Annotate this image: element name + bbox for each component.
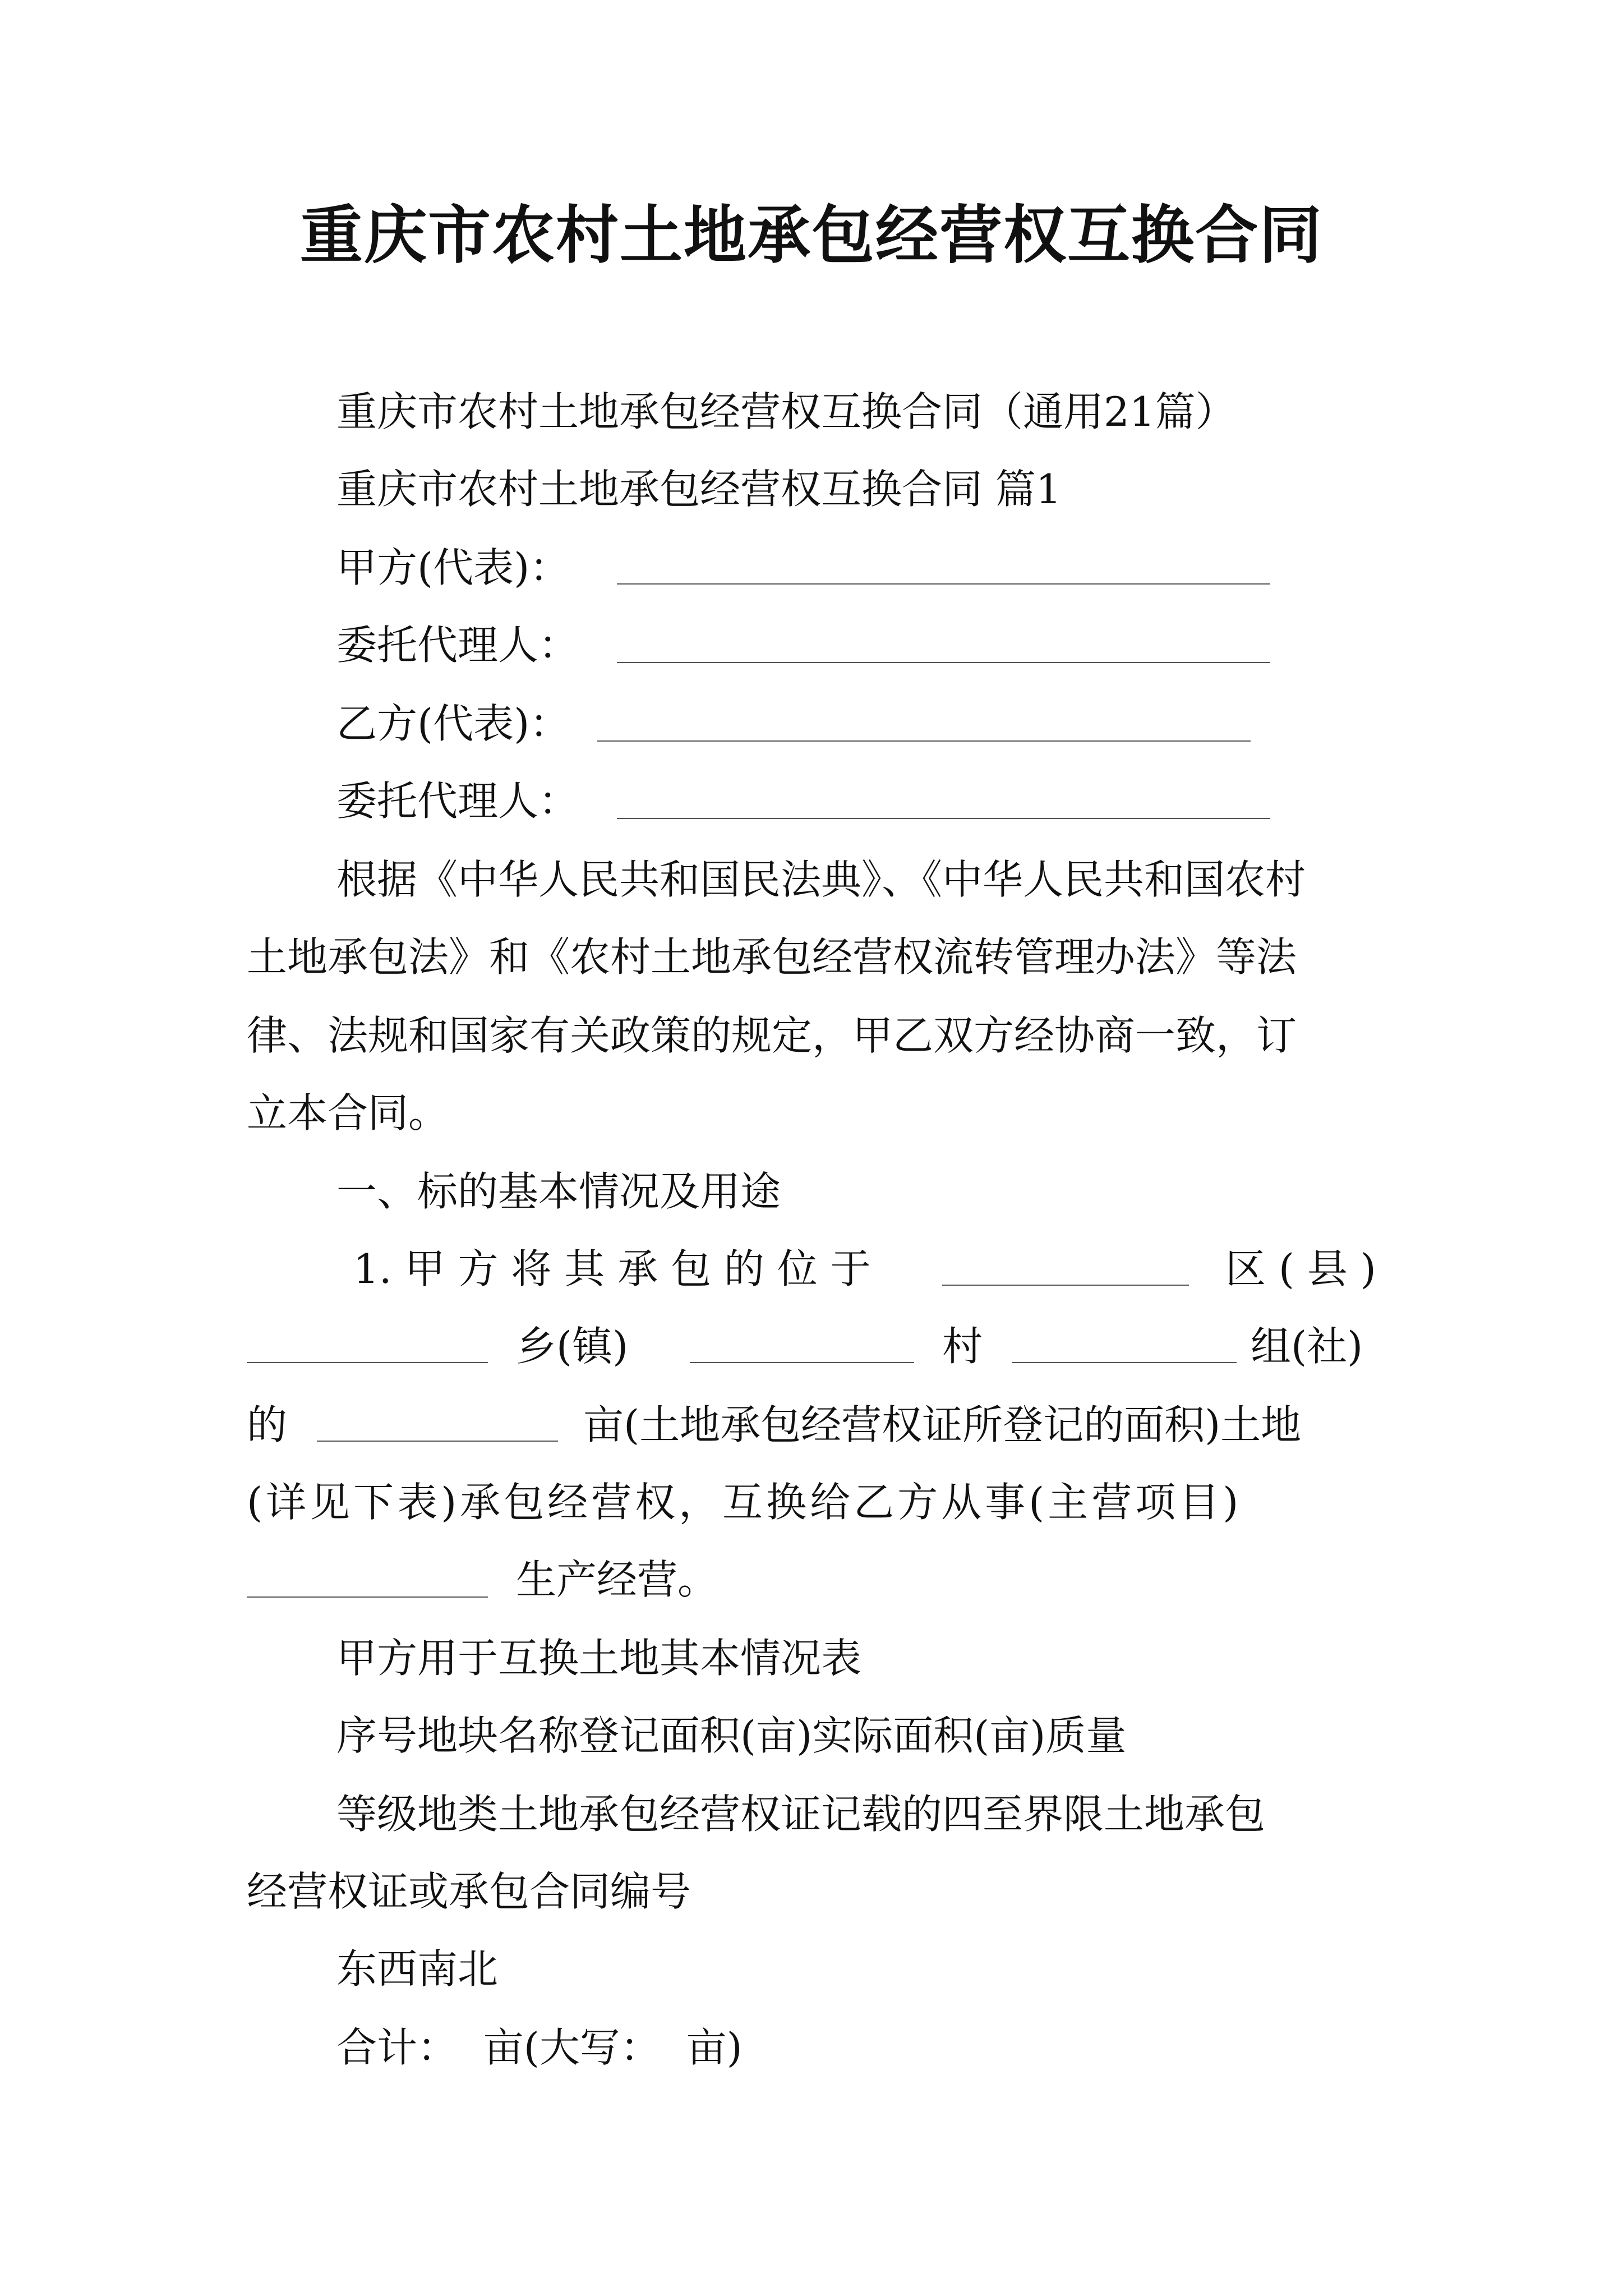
project-blank	[247, 1596, 488, 1598]
group-label: 组(社)	[1251, 1323, 1363, 1370]
county-blank	[247, 1362, 488, 1363]
township-blank	[690, 1362, 914, 1363]
township-label: 乡(镇)	[516, 1323, 629, 1370]
agent-a-label: 委托代理人：	[336, 622, 579, 669]
area-blank	[317, 1441, 558, 1442]
agent-b-label: 委托代理人：	[336, 777, 579, 825]
clause-1-line-4: (详见下表)承包经营权，互换给乙方从事(主营项目)	[247, 1479, 1242, 1526]
party-b-label: 乙方(代表)：	[336, 700, 570, 747]
of-label: 的	[247, 1401, 288, 1448]
clause-1-lead: 1. 甲 方 将 其 承 包 的 位 于	[353, 1245, 871, 1292]
agent-a-blank	[617, 662, 1270, 663]
county-label: 区 ( 县 )	[1225, 1245, 1376, 1292]
preamble-line-1: 根据《中华人民共和国民法典》、《中华人民共和国农村	[336, 856, 1306, 903]
party-b-blank	[597, 740, 1251, 742]
party-a-blank	[617, 583, 1270, 585]
table-title: 甲方用于互换土地其本情况表	[336, 1635, 862, 1682]
preamble-line-2: 土地承包法》和《农村土地承包经营权流转管理办法》等法	[247, 933, 1297, 981]
location-blank	[942, 1285, 1189, 1286]
table-header-row-1: 序号地块名称登记面积(亩)实际面积(亩)质量	[336, 1712, 1127, 1759]
document-title: 重庆市农村土地承包经营权互换合同	[300, 199, 1323, 272]
village-blank	[1012, 1362, 1237, 1363]
area-description: 亩(土地承包经营权证所登记的面积)土地	[583, 1401, 1302, 1448]
village-label: 村	[942, 1323, 983, 1370]
table-header-row-2a: 等级地类土地承包经营权证记载的四至界限土地承包	[336, 1791, 1266, 1838]
document-subtitle: 重庆市农村土地承包经营权互换合同（通用21篇）	[336, 388, 1236, 435]
table-directions: 东西南北	[336, 1945, 499, 1993]
production-label: 生产经营。	[516, 1556, 718, 1603]
preamble-line-4: 立本合同。	[247, 1089, 449, 1137]
preamble-line-3: 律、法规和国家有关政策的规定，甲乙双方经协商一致，订	[247, 1012, 1297, 1059]
section-heading: 重庆市农村土地承包经营权互换合同 篇1	[336, 466, 1062, 513]
table-total: 合计： 亩(大写： 亩)	[336, 2024, 743, 2071]
table-header-row-2b: 经营权证或承包合同编号	[247, 1868, 691, 1915]
article-1-heading: 一、标的基本情况及用途	[336, 1168, 781, 1215]
party-a-label: 甲方(代表)：	[336, 544, 570, 591]
agent-b-blank	[617, 818, 1270, 819]
